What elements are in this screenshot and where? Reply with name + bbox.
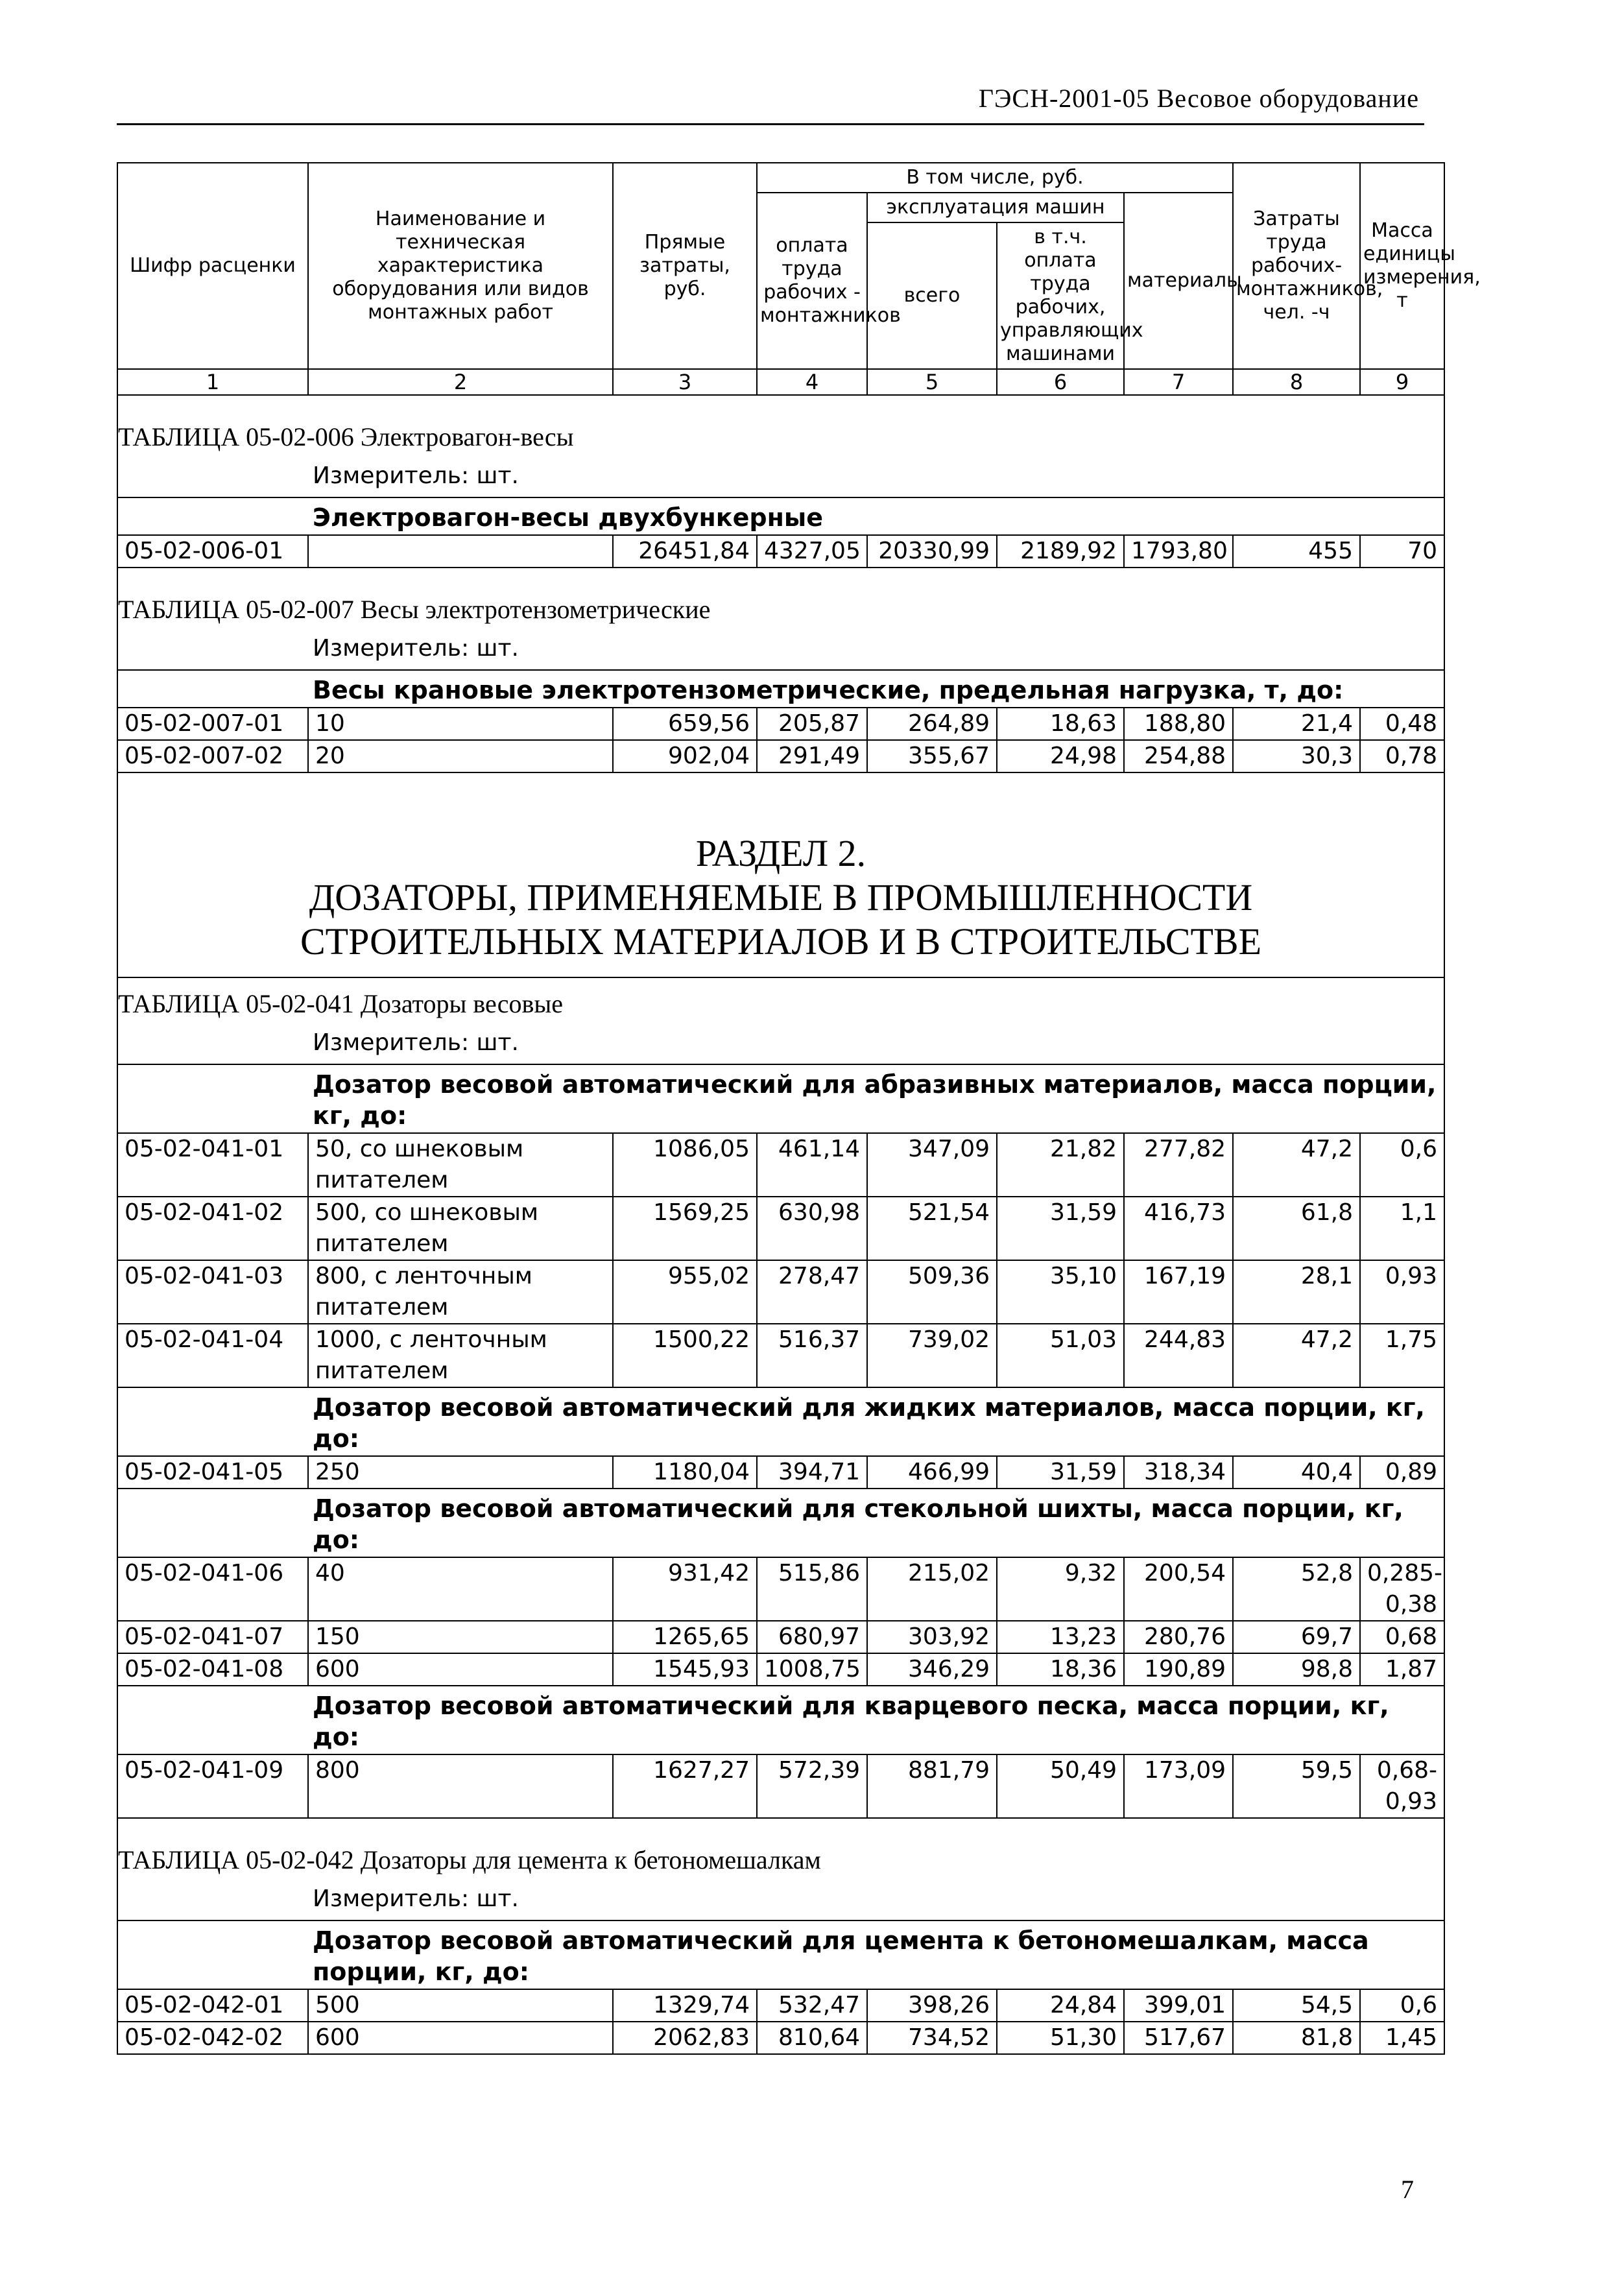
worker-pay-cell: 532,47 (757, 1989, 867, 2022)
machines-total-cell: 346,29 (867, 1653, 997, 1686)
machines-total-cell: 347,09 (867, 1133, 997, 1197)
machines-total-cell: 20330,99 (867, 535, 997, 568)
column-number: 9 (1360, 369, 1444, 395)
materials-cell: 190,89 (1124, 1653, 1233, 1686)
machine-operator-pay-cell: 24,98 (997, 740, 1124, 772)
table-row (117, 1989, 1444, 2022)
group-heading: Дозатор весовой автоматический для абразивных материалов, масса порции, кг, до: (117, 1064, 1444, 1133)
machine-operator-pay-cell: 24,84 (997, 1989, 1124, 2022)
direct-costs-cell: 902,04 (613, 740, 757, 772)
rate-code-cell: 05-02-006-01 (117, 535, 308, 568)
unit-mass-cell: 0,93 (1360, 1260, 1444, 1324)
rate-code-cell: 05-02-041-01 (117, 1133, 308, 1197)
materials-cell: 188,80 (1124, 708, 1233, 740)
machine-operator-pay-cell: 31,59 (997, 1197, 1124, 1260)
materials-cell: 280,76 (1124, 1621, 1233, 1653)
labor-hours-cell: 30,3 (1233, 740, 1360, 772)
materials-cell: 318,34 (1124, 1456, 1233, 1489)
measure-unit: Измеритель: шт. (117, 1881, 1444, 1920)
unit-mass-cell: 0,48 (1360, 708, 1444, 740)
group-heading: Весы крановые электротензометрические, предельная нагрузка, т, до: (117, 670, 1444, 708)
labor-hours-cell: 81,8 (1233, 2022, 1360, 2054)
header-machine-operators: в т.ч. оплата труда рабочих, управляющих машинами (997, 222, 1124, 369)
column-number: 4 (757, 369, 867, 395)
column-number-row (117, 369, 1444, 395)
work-description-cell: 10 (308, 708, 613, 740)
table-row (117, 535, 1444, 568)
header-including: В том числе, руб. (757, 163, 1233, 193)
work-description-cell: 1000, с ленточным питателем (308, 1324, 613, 1387)
machine-operator-pay-cell: 13,23 (997, 1621, 1124, 1653)
unit-mass-cell: 0,89 (1360, 1456, 1444, 1489)
machine-operator-pay-cell: 2189,92 (997, 535, 1124, 568)
direct-costs-cell: 659,56 (613, 708, 757, 740)
column-number: 7 (1124, 369, 1233, 395)
work-description-cell: 600 (308, 2022, 613, 2054)
machines-total-cell: 881,79 (867, 1754, 997, 1818)
work-description-cell: 500 (308, 1989, 613, 2022)
table-title: ТАБЛИЦА 05-02-007 Весы электротензометрические (117, 568, 1444, 630)
worker-pay-cell: 205,87 (757, 708, 867, 740)
work-description-cell: 600 (308, 1653, 613, 1686)
unit-mass-cell: 0,68 (1360, 1621, 1444, 1653)
table-title: ТАБЛИЦА 05-02-042 Дозаторы для цемента к бетономешалкам (117, 1818, 1444, 1881)
materials-cell: 399,01 (1124, 1989, 1233, 2022)
work-description-cell: 800, с ленточным питателем (308, 1260, 613, 1324)
section-heading (117, 772, 1444, 977)
table-row (117, 1621, 1444, 1653)
machine-operator-pay-cell: 9,32 (997, 1557, 1124, 1621)
rate-code-cell: 05-02-041-05 (117, 1456, 308, 1489)
materials-cell: 1793,80 (1124, 535, 1233, 568)
machine-operator-pay-cell: 18,63 (997, 708, 1124, 740)
unit-mass-cell: 1,1 (1360, 1197, 1444, 1260)
unit-mass-cell: 0,285-0,38 (1360, 1557, 1444, 1621)
table-row (117, 1754, 1444, 1818)
table-row (117, 1260, 1444, 1324)
machines-total-cell: 521,54 (867, 1197, 997, 1260)
labor-hours-cell: 69,7 (1233, 1621, 1360, 1653)
group-heading: Дозатор весовой автоматический для кварцевого песка, масса порции, кг, до: (117, 1686, 1444, 1754)
machine-operator-pay-cell: 35,10 (997, 1260, 1124, 1324)
materials-cell: 173,09 (1124, 1754, 1233, 1818)
worker-pay-cell: 810,64 (757, 2022, 867, 2054)
rate-code-cell: 05-02-041-06 (117, 1557, 308, 1621)
rate-code-cell: 05-02-041-04 (117, 1324, 308, 1387)
materials-cell: 416,73 (1124, 1197, 1233, 1260)
rate-code-cell: 05-02-041-03 (117, 1260, 308, 1324)
direct-costs-cell: 1180,04 (613, 1456, 757, 1489)
section-title-line: ДОЗАТОРЫ, ПРИМЕНЯЕМЫЕ В ПРОМЫШЛЕННОСТИ (309, 876, 1253, 918)
materials-cell: 254,88 (1124, 740, 1233, 772)
materials-cell: 167,19 (1124, 1260, 1233, 1324)
unit-mass-cell: 70 (1360, 535, 1444, 568)
machines-total-cell: 739,02 (867, 1324, 997, 1387)
materials-cell: 244,83 (1124, 1324, 1233, 1387)
measure-unit: Измеритель: шт. (117, 630, 1444, 670)
worker-pay-cell: 394,71 (757, 1456, 867, 1489)
direct-costs-cell: 1500,22 (613, 1324, 757, 1387)
unit-mass-cell: 0,6 (1360, 1133, 1444, 1197)
table-title: ТАБЛИЦА 05-02-006 Электровагон-весы (117, 395, 1444, 458)
direct-costs-cell: 2062,83 (613, 2022, 757, 2054)
unit-mass-cell: 0,78 (1360, 740, 1444, 772)
labor-hours-cell: 98,8 (1233, 1653, 1360, 1686)
header-name: Наименование и техническая характеристика оборудования или видов монтажных работ (308, 163, 613, 369)
work-description-cell: 500, со шнековым питателем (308, 1197, 613, 1260)
table-row (117, 1653, 1444, 1686)
unit-mass-cell: 1,45 (1360, 2022, 1444, 2054)
worker-pay-cell: 630,98 (757, 1197, 867, 1260)
worker-pay-cell: 461,14 (757, 1133, 867, 1197)
table-row (117, 1557, 1444, 1621)
labor-hours-cell: 61,8 (1233, 1197, 1360, 1260)
direct-costs-cell: 931,42 (613, 1557, 757, 1621)
direct-costs-cell: 1329,74 (613, 1989, 757, 2022)
machine-operator-pay-cell: 51,03 (997, 1324, 1124, 1387)
labor-hours-cell: 54,5 (1233, 1989, 1360, 2022)
labor-hours-cell: 28,1 (1233, 1260, 1360, 1324)
header-labor: Затраты труда рабочих-монтажников, чел. -ч (1233, 163, 1360, 369)
table-row (117, 1456, 1444, 1489)
machine-operator-pay-cell: 51,30 (997, 2022, 1124, 2054)
table-row (117, 708, 1444, 740)
column-number: 1 (117, 369, 308, 395)
group-heading: Электровагон-весы двухбункерные (117, 497, 1444, 535)
worker-pay-cell: 516,37 (757, 1324, 867, 1387)
column-number: 3 (613, 369, 757, 395)
materials-cell: 277,82 (1124, 1133, 1233, 1197)
section-title-line: СТРОИТЕЛЬНЫХ МАТЕРИАЛОВ И В СТРОИТЕЛЬСТВЕ (300, 920, 1262, 963)
rate-code-cell: 05-02-042-02 (117, 2022, 308, 2054)
unit-mass-cell: 1,75 (1360, 1324, 1444, 1387)
work-description-cell: 250 (308, 1456, 613, 1489)
work-description-cell: 40 (308, 1557, 613, 1621)
worker-pay-cell: 572,39 (757, 1754, 867, 1818)
header-code: Шифр расценки (117, 163, 308, 369)
header-materials: материалы (1124, 193, 1233, 369)
column-number: 8 (1233, 369, 1360, 395)
materials-cell: 200,54 (1124, 1557, 1233, 1621)
direct-costs-cell: 26451,84 (613, 535, 757, 568)
materials-cell: 517,67 (1124, 2022, 1233, 2054)
header-rule (117, 123, 1424, 125)
header-mass: Масса единицы измерения, т (1360, 163, 1444, 369)
table-row (117, 1324, 1444, 1387)
direct-costs-cell: 1569,25 (613, 1197, 757, 1260)
table-row (117, 1197, 1444, 1260)
machine-operator-pay-cell: 21,82 (997, 1133, 1124, 1197)
unit-mass-cell: 1,87 (1360, 1653, 1444, 1686)
table-row (117, 2022, 1444, 2054)
labor-hours-cell: 47,2 (1233, 1133, 1360, 1197)
labor-hours-cell: 52,8 (1233, 1557, 1360, 1621)
worker-pay-cell: 4327,05 (757, 535, 867, 568)
header-direct-costs: Прямые затраты, руб. (613, 163, 757, 369)
table-row (117, 1133, 1444, 1197)
direct-costs-cell: 955,02 (613, 1260, 757, 1324)
table-row (117, 740, 1444, 772)
machines-total-cell: 303,92 (867, 1621, 997, 1653)
rate-code-cell: 05-02-041-07 (117, 1621, 308, 1653)
worker-pay-cell: 291,49 (757, 740, 867, 772)
rate-code-cell: 05-02-007-01 (117, 708, 308, 740)
direct-costs-cell: 1627,27 (613, 1754, 757, 1818)
machines-total-cell: 398,26 (867, 1989, 997, 2022)
labor-hours-cell: 59,5 (1233, 1754, 1360, 1818)
column-number: 6 (997, 369, 1124, 395)
rate-code-cell: 05-02-041-09 (117, 1754, 308, 1818)
unit-mass-cell: 0,6 (1360, 1989, 1444, 2022)
rate-code-cell: 05-02-042-01 (117, 1989, 308, 2022)
worker-pay-cell: 680,97 (757, 1621, 867, 1653)
table-title: ТАБЛИЦА 05-02-041 Дозаторы весовые (117, 977, 1444, 1025)
machines-total-cell: 509,36 (867, 1260, 997, 1324)
estimate-table (117, 162, 1481, 2055)
header-machines: эксплуатация машин (867, 193, 1124, 222)
measure-unit: Измеритель: шт. (117, 1025, 1444, 1064)
group-heading: Дозатор весовой автоматический для жидких материалов, масса порции, кг, до: (117, 1387, 1444, 1456)
direct-costs-cell: 1086,05 (613, 1133, 757, 1197)
rate-code-cell: 05-02-041-08 (117, 1653, 308, 1686)
labor-hours-cell: 455 (1233, 535, 1360, 568)
worker-pay-cell: 278,47 (757, 1260, 867, 1324)
measure-unit: Измеритель: шт. (117, 458, 1444, 497)
column-number: 2 (308, 369, 613, 395)
group-heading: Дозатор весовой автоматический для цемента к бетономешалкам, масса порции, кг, до: (117, 1920, 1444, 1989)
work-description-cell: 150 (308, 1621, 613, 1653)
labor-hours-cell: 47,2 (1233, 1324, 1360, 1387)
machine-operator-pay-cell: 31,59 (997, 1456, 1124, 1489)
rate-code-cell: 05-02-041-02 (117, 1197, 308, 1260)
direct-costs-cell: 1265,65 (613, 1621, 757, 1653)
direct-costs-cell: 1545,93 (613, 1653, 757, 1686)
page-header: ГЭСН-2001-05 Весовое оборудование (978, 84, 1419, 113)
machine-operator-pay-cell: 50,49 (997, 1754, 1124, 1818)
machines-total-cell: 466,99 (867, 1456, 997, 1489)
labor-hours-cell: 21,4 (1233, 708, 1360, 740)
work-description-cell: 20 (308, 740, 613, 772)
column-number: 5 (867, 369, 997, 395)
work-description-cell: 50, со шнековым питателем (308, 1133, 613, 1197)
machines-total-cell: 215,02 (867, 1557, 997, 1621)
work-description-cell: 800 (308, 1754, 613, 1818)
machines-total-cell: 734,52 (867, 2022, 997, 2054)
labor-hours-cell: 40,4 (1233, 1456, 1360, 1489)
page-number: 7 (1401, 2175, 1414, 2204)
work-description-cell (308, 535, 613, 568)
section-number: РАЗДЕЛ 2. (695, 832, 866, 874)
machine-operator-pay-cell: 18,36 (997, 1653, 1124, 1686)
rate-code-cell: 05-02-007-02 (117, 740, 308, 772)
group-heading: Дозатор весовой автоматический для стекольной шихты, масса порции, кг, до: (117, 1489, 1444, 1557)
worker-pay-cell: 1008,75 (757, 1653, 867, 1686)
unit-mass-cell: 0,68-0,93 (1360, 1754, 1444, 1818)
machines-total-cell: 355,67 (867, 740, 997, 772)
worker-pay-cell: 515,86 (757, 1557, 867, 1621)
header-machines-total: всего (867, 222, 997, 369)
machines-total-cell: 264,89 (867, 708, 997, 740)
column-header-row (117, 163, 1444, 193)
header-worker-pay: оплата труда рабочих - монтажников (757, 193, 867, 369)
